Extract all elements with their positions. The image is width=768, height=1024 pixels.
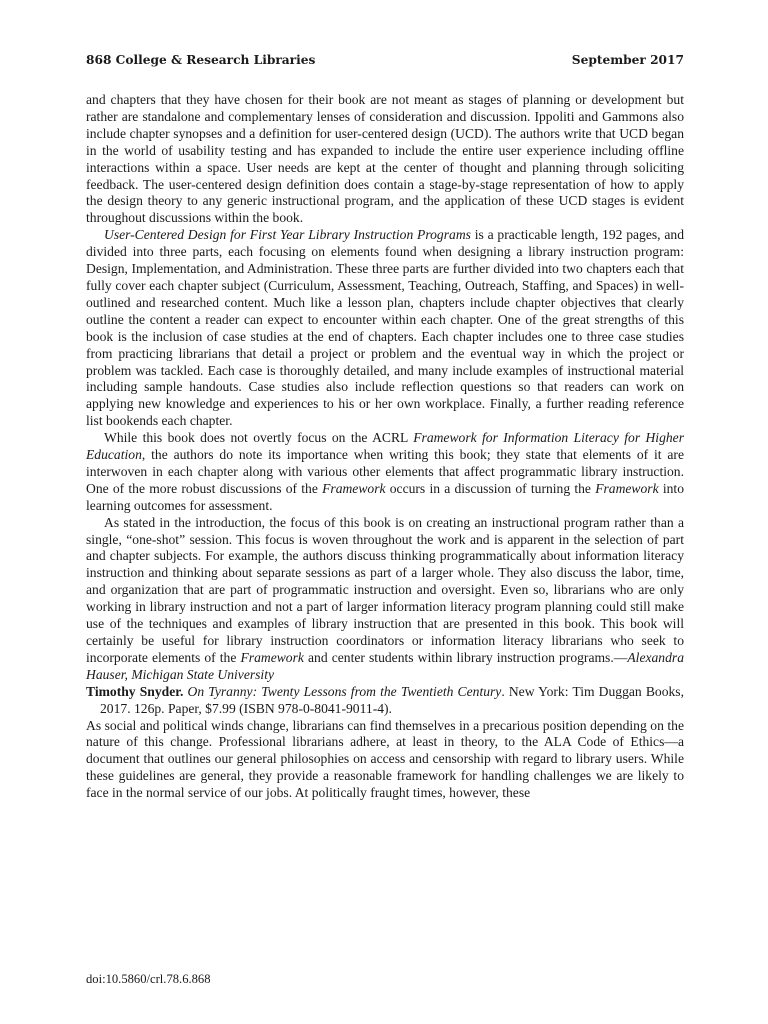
paragraph-3-text-c: occurs in a discussion of turning the	[385, 480, 596, 496]
framework-italic: Framework	[595, 480, 659, 496]
review-citation	[86, 684, 684, 718]
paragraph-2-text: is a practicable length, 192 pages, and divided into three parts, each focusing on elements found when designing a library instruction program: Design, Implementation, and Administration. These three parts are further divided into two chapters each that fully cover each chapter subject (Curriculum, Assessment, Teaching, Outreach, Staffing, and Spaces) in well-outlined and researched content. Much like a lesson plan, chapters include chapter objectives that clearly outline the content a reader can expect to encounter within each chapter. One of the great strengths of this book is the inclusion of case studies at the end of chapters. Each chapter includes one to three case studies from practicing librarians that detail a project or problem and the eventual way in which the project or problem was tackled. Each case is thoroughly detailed, and many include examples of instructional material including sample handouts. Case studies also include reflection questions so that readers can work on applying new knowledge and experiences to his or her own workplace. Finally, a further reading reference list bookends each chapter.	[86, 227, 684, 429]
framework-italic: Framework	[322, 480, 386, 496]
running-header-date: September 2017	[571, 53, 684, 67]
reviewer-signature: Alexandra Hauser, Michigan State University	[86, 649, 684, 682]
paragraph-4-text-a: As stated in the introduction, the focus of this book is on creating an instructional program rather than a single, “one-shot” session. This focus is woven throughout the work and is apparent in the selection of part and chapter subjects. For example, the authors discuss thinking programmatically about information literacy instruction and thinking about separate sessions as part of a larger whole. They also discuss the labor, time, and organization that are part of programmatic instruction and oversight. Even so, librarians who are only working in library instruction and not a part of larger information literacy program planning could still make use of the techniques and examples of library instruction that are presented in this book. This book will certainly be useful for library instruction coordinators or information literacy librarians who seek to incorporate elements of the	[86, 514, 684, 665]
framework-title-italic: Framework for Information Literacy for Higher Education	[86, 430, 684, 463]
paragraph-2	[86, 227, 684, 430]
doi-footer: doi:10.5860/crl.78.6.868	[86, 972, 211, 986]
journal-page	[86, 50, 684, 802]
paragraph-4-text-b: and center students within library instruction programs.—	[303, 649, 628, 665]
review-book-title: On Tyranny: Twenty Lessons from the Twentieth Century	[187, 683, 502, 699]
article-body	[86, 92, 684, 802]
paragraph-3-text-b: , the authors do note its importance when writing this book; they state that elements of it are interwoven in each chapter along with various other elements that affect programmatic library instruction. One of the more robust discussions of the	[86, 447, 684, 496]
review-author: Timothy Snyder.	[86, 683, 184, 699]
running-header-left: 868 College & Research Libraries	[86, 53, 316, 67]
paragraph-4	[86, 515, 684, 684]
paragraph-3-text-d: into learning outcomes for assessment.	[86, 480, 684, 513]
paragraph-1: and chapters that they have chosen for their book are not meant as stages of planning or development but rather are standalone and complementary lenses of consideration and discussion. Ippoliti and Gammons also include chapter synopses and a definition for user-centered design (UCD). The authors write that UCD began in the world of usability testing and has expanded to include the entire user experience including offline interactions within a space. User needs are kept at the center of thought and planning through soliciting feedback. The user-centered design definition does contain a stage-by-stage representation of how to apply the design theory to any generic instructional program, and the application of these UCD stages is evident throughout discussions within the book.	[86, 92, 684, 226]
framework-italic: Framework	[240, 649, 304, 665]
paragraph-3-text-a: While this book does not overtly focus on the ACRL	[104, 430, 414, 446]
running-header	[86, 50, 684, 70]
book-title-italic: User-Centered Design for First Year Library Instruction Programs	[104, 227, 471, 243]
paragraph-3	[86, 430, 684, 515]
review-body-paragraph: As social and political winds change, librarians can find themselves in a precarious position depending on the nature of this change. Professional librarians adhere, at least in theory, to the ALA Code of Ethics—a document that outlines our general philosophies on access and censorship with regard to library users. While these guidelines are general, they provide a reasonable framework for handling challenges we are likely to face in the normal service of our jobs. At politically fraught times, however, these	[86, 717, 684, 801]
review-publication-details: . New York: Tim Duggan Books, 2017. 126p. Paper, $7.99 (ISBN 978-0-8041-9011-4).	[100, 683, 684, 716]
